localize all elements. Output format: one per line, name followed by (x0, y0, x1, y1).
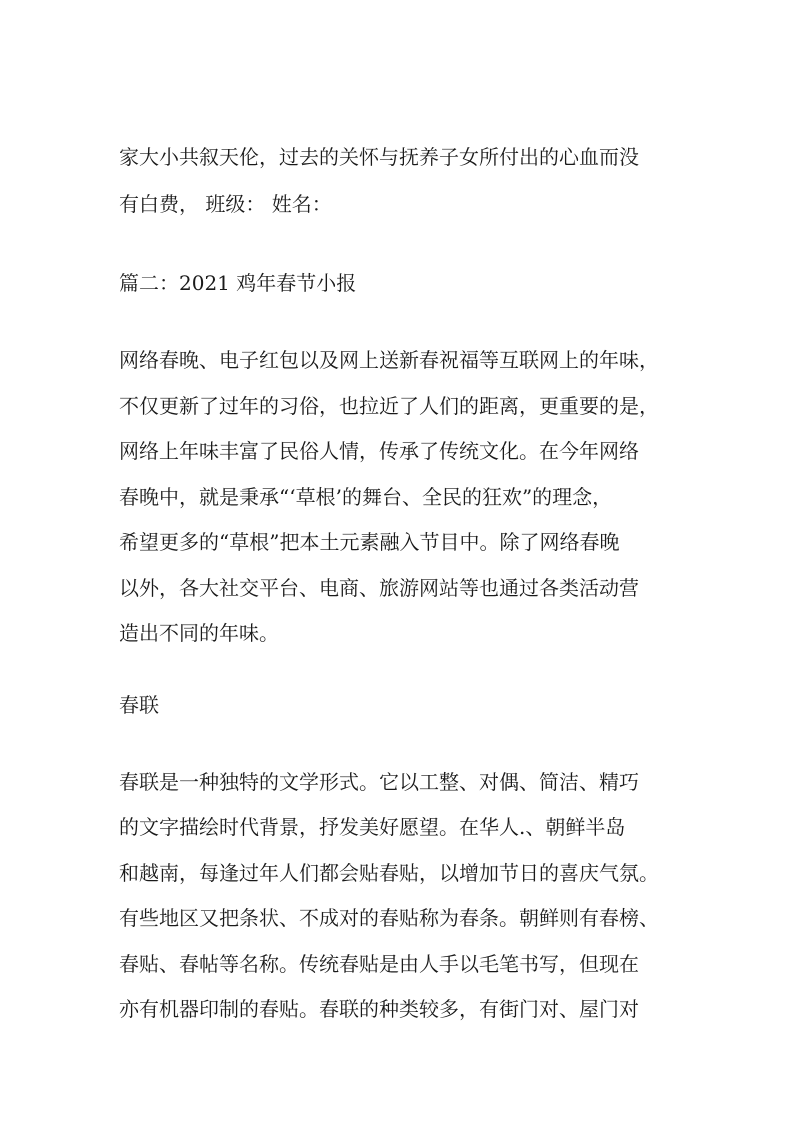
text-line: 网络春晚、电子红包以及网上送新春祝福等互联网上的年味， (119, 348, 659, 372)
text-line: 亦有机器印制的春贴。春联的种类较多，有街门对、屋门对 (119, 997, 639, 1021)
text-line: 的文字描绘时代背景，抒发美好愿望。在华人.、朝鲜半岛 (119, 815, 626, 839)
text-line: 春联是一种独特的文学形式。它以工整、对偶、简洁、精巧 (119, 770, 639, 794)
text-line: 造出不同的年味。 (119, 621, 279, 645)
text-line: 希望更多的“草根”把本土元素融入节目中。除了网络春晚 (119, 530, 620, 554)
section-title: 篇二：2021 鸡年春节小报 (119, 271, 357, 295)
text-line: 有些地区又把条状、不成对的春贴称为春条。朝鲜则有春榜、 (119, 906, 659, 930)
text-line: 和越南，每逢过年人们都会贴春贴，以增加节日的喜庆气氛。 (119, 861, 659, 885)
text-line: 以外，各大社交平台、电商、旅游网站等也通过各类活动营 (119, 576, 639, 600)
section-heading: 春联 (119, 693, 159, 717)
text-line: 网络上年味丰富了民俗人情，传承了传统文化。在今年网络 (119, 439, 639, 463)
text-line: 家大小共叙天伦，过去的关怀与抚养子女所付出的心血而没 (119, 145, 639, 169)
text-line: 有白费， 班级： 姓名： (119, 192, 332, 216)
text-line: 春晚中，就是秉承“‘草根’的舞台、全民的狂欢”的理念， (119, 485, 613, 509)
text-line: 春贴、春帖等名称。传统春贴是由人手以毛笔书写，但现在 (119, 952, 639, 976)
text-line: 不仅更新了过年的习俗，也拉近了人们的距离，更重要的是， (119, 394, 659, 418)
